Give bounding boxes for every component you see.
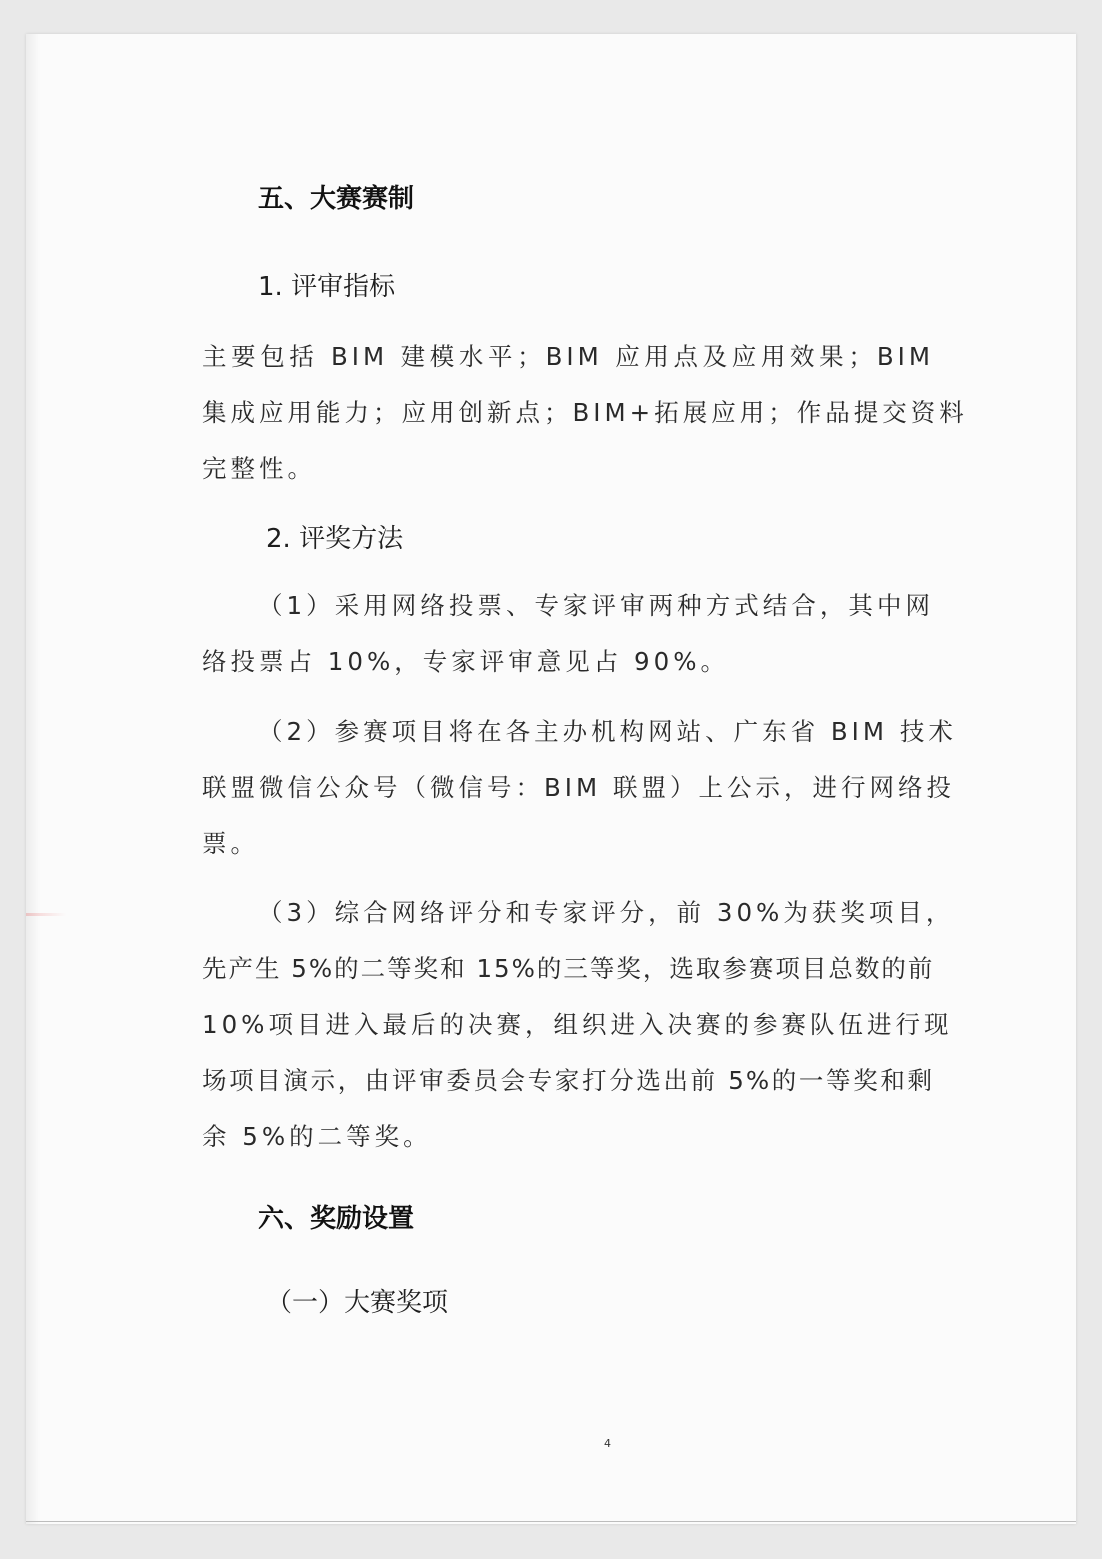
criteria-line-2: 集成应用能力；应用创新点；BIM+拓展应用；作品提交资料	[202, 398, 968, 427]
method-2-line-1: （2）参赛项目将在各主办机构网站、广东省 BIM 技术	[258, 717, 957, 746]
method-3-line-4: 场项目演示，由评审委员会专家打分选出前 5%的一等奖和剩	[202, 1066, 934, 1095]
document-page	[26, 34, 1076, 1524]
method-3-line-5: 余 5%的二等奖。	[202, 1122, 432, 1151]
method-2-line-3: 票。	[202, 829, 259, 858]
subheading-awards: （一）大赛奖项	[266, 1288, 449, 1318]
method-2-line-2: 联盟微信公众号（微信号：BIM 联盟）上公示，进行网络投	[202, 773, 955, 802]
section-heading-5: 五、大赛赛制	[258, 184, 415, 214]
section-heading-6: 六、奖励设置	[258, 1204, 415, 1234]
method-3-line-2: 先产生 5%的二等奖和 15%的三等奖，选取参赛项目总数的前	[202, 954, 935, 983]
criteria-line-1: 主要包括 BIM 建模水平；BIM 应用点及应用效果；BIM	[202, 342, 934, 371]
page-edge-line	[26, 1521, 1076, 1522]
page-number: 4	[604, 1437, 611, 1450]
method-3-line-1: （3）综合网络评分和专家评分，前 30%为获奖项目，	[258, 898, 955, 927]
criteria-line-3: 完整性。	[202, 454, 316, 483]
subheading-award-method: 2. 评奖方法	[266, 524, 404, 554]
subheading-review-criteria: 1. 评审指标	[258, 272, 396, 302]
method-1-line-1: （1）采用网络投票、专家评审两种方式结合，其中网	[258, 591, 934, 620]
method-1-line-2: 络投票占 10%，专家评审意见占 90%。	[202, 647, 729, 676]
method-3-line-3: 10%项目进入最后的决赛，组织进入决赛的参赛队伍进行现	[202, 1010, 953, 1039]
binding-red-mark	[26, 913, 66, 916]
